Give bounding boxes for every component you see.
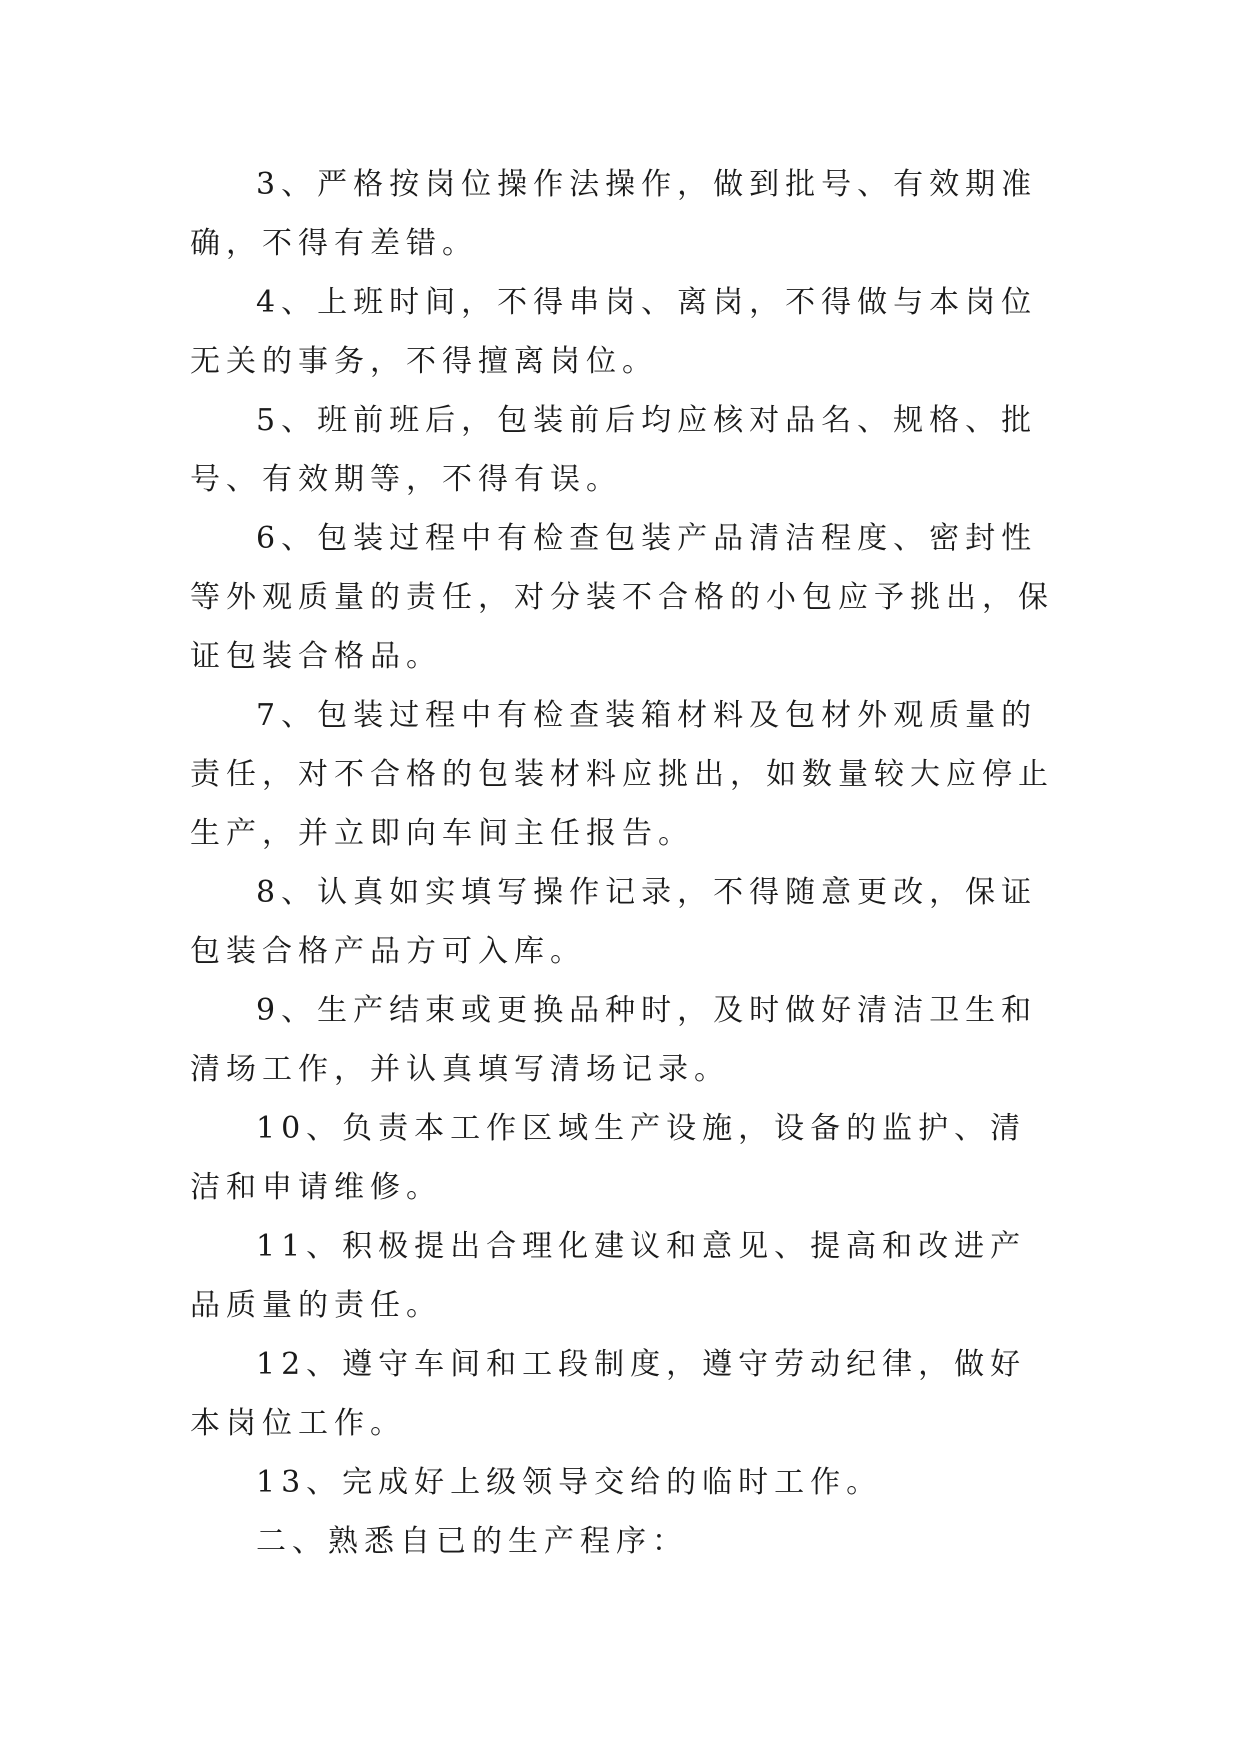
section-heading-2: 二、熟悉自已的生产程序：: [256, 1524, 688, 1559]
paragraph-item-5: 5、班前班后，包装前后均应核对品名、规格、批号、有效期等，不得有误。: [190, 403, 1038, 497]
paragraph-item-9: 9、生产结束或更换品种时，及时做好清洁卫生和清场工作，并认真填写清场记录。: [190, 993, 1038, 1087]
paragraph-item-13: 13、完成好上级领导交给的临时工作。: [256, 1465, 883, 1500]
paragraph-item-8: 8、认真如实填写操作记录，不得随意更改，保证包装合格产品方可入库。: [190, 875, 1038, 969]
paragraph-item-10: 10、负责本工作区域生产设施，设备的监护、清洁和申请维修。: [190, 1111, 1027, 1205]
paragraph-item-7: 7、包装过程中有检查装箱材料及包材外观质量的责任，对不合格的包装材料应挑出，如数量较大应停止生产，并立即向车间主任报告。: [190, 698, 1054, 851]
paragraph-item-11: 11、积极提出合理化建议和意见、提高和改进产品质量的责任。: [190, 1229, 1027, 1323]
paragraph-item-6: 6、包装过程中有检查包装产品清洁程度、密封性等外观质量的责任，对分装不合格的小包应予挑出，保证包装合格品。: [190, 521, 1054, 674]
paragraph-item-3: 3、严格按岗位操作法操作，做到批号、有效期准确，不得有差错。: [190, 167, 1038, 261]
paragraph-item-4: 4、上班时间，不得串岗、离岗，不得做与本岗位无关的事务，不得擅离岗位。: [190, 285, 1038, 379]
document-body: [190, 155, 1060, 1571]
paragraph-item-12: 12、遵守车间和工段制度，遵守劳动纪律，做好本岗位工作。: [190, 1347, 1027, 1441]
